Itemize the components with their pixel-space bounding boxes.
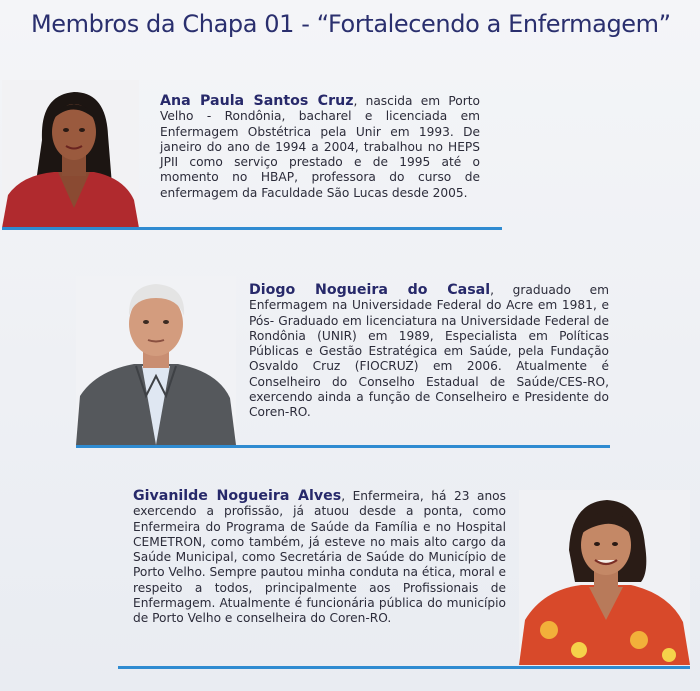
member-bio-diogo <box>249 283 609 421</box>
member-photo-givanilde <box>519 490 690 665</box>
member-name: Diogo Nogueira do Casal <box>249 282 491 298</box>
section-divider <box>118 666 690 669</box>
member-description: , nascida em Porto Velho - Rondônia, bacharel e licenciada em Enfermagem Obstétrica pela Unir em 1993. De janeiro do ano de 1994 a 2004, trabalhou no HEPS JPII como serviço prestado e de 1995 até o momento no HBAP, professora do curso de enfermagem da Faculdade São Lucas desde 2005. <box>160 94 480 200</box>
member-bio-ana-paula <box>160 94 480 201</box>
member-photo-ana-paula <box>2 80 139 228</box>
member-bio-givanilde <box>133 489 506 627</box>
section-divider <box>2 227 502 230</box>
section-divider <box>76 445 610 448</box>
member-description: , Enfermeira, há 23 anos exercendo a profissão, já atuou desde a ponta, como Enfermeira do Programa de Saúde da Família e no Hospital CEMETRON, como também, já esteve no mais alto cargo da Saúde Municipal, como Secretária de Saúde do Município de Porto Velho. Sempre pautou minha conduta na ética, moral e respeito a todos, principalmente aos Profissionais de Enfermagem. Atualmente é funcionária pública do município de Porto Velho e conselheira do Coren-RO. <box>133 489 506 626</box>
page-title: Membros da Chapa 01 - “Fortalecendo a Enfermagem” <box>31 10 671 38</box>
member-name: Ana Paula Santos Cruz <box>160 93 354 109</box>
member-name: Givanilde Nogueira Alves <box>133 488 342 504</box>
member-description: , graduado em Enfermagem na Universidade Federal do Acre em 1981, e Pós- Graduado em licenciatura na Universidade Federal de Rondônia (UNIR) em 1989, Especialista em Políticas Públicas e Gestão Estratégica em Saúde, pela Fundação Osvaldo Cruz (FIOCRUZ) em 2006. Atualmente é Conselheiro do Conselho Estadual de Saúde/CES-RO, exercendo ainda a função de Conselheiro e Presidente do Coren-RO. <box>249 283 609 420</box>
member-photo-diogo <box>76 276 236 445</box>
